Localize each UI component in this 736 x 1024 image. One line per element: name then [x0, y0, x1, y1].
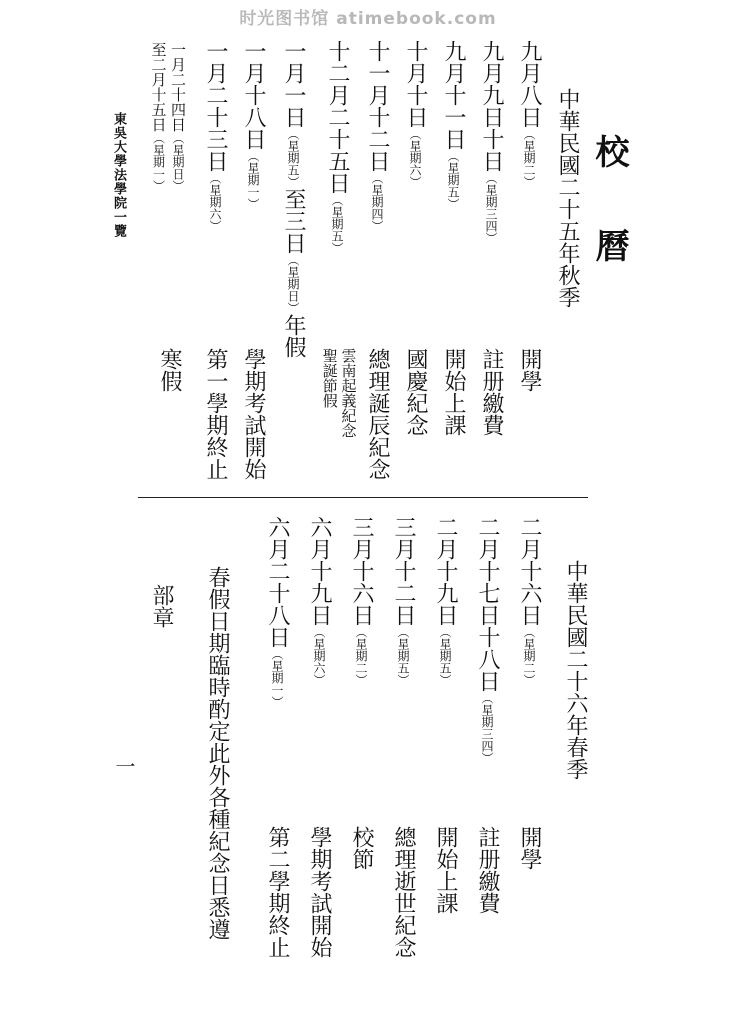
weekday: （星期六）: [312, 626, 326, 686]
event: 註册繳費: [475, 826, 500, 914]
event: 第一學期終止: [203, 348, 228, 480]
spring-heading: 中華民國二十六年春季: [563, 560, 588, 780]
event: 開學: [517, 348, 542, 392]
event-line: 雲南起義紀念: [339, 348, 358, 438]
date-suffix: 至三日: [281, 188, 306, 254]
weekday: （星期日）: [171, 132, 185, 192]
date: 一月一日: [281, 40, 306, 128]
weekday: （星期五）: [438, 626, 452, 686]
autumn-heading: 中華民國二十五年秋季: [555, 88, 580, 308]
page-number: 一: [112, 756, 136, 776]
date: 六月十九日: [307, 516, 332, 626]
weekday: （星期五）: [396, 626, 410, 686]
weekday: （星期一）: [246, 150, 260, 210]
footer-title: 東吳大學法學院一覽: [111, 112, 126, 238]
event: 第二學期終止: [265, 826, 290, 958]
date: 十月十日: [403, 40, 428, 128]
weekday: （星期三四）: [480, 692, 494, 764]
event: 年假: [281, 314, 306, 358]
watermark: 时光图书馆 atimebook.com: [239, 9, 497, 29]
date: 九月十一日: [441, 40, 466, 150]
date: 二月十六日: [517, 516, 542, 626]
date: 三月十六日: [349, 516, 374, 626]
event: [320, 348, 358, 438]
date: 六月二十八日: [265, 516, 290, 648]
date: 三月十二日: [391, 516, 416, 626]
event: 校節: [349, 826, 374, 870]
weekday: （星期五）: [446, 150, 460, 210]
date: 十二月二十五日: [325, 40, 350, 194]
date: 一月十八日: [241, 40, 266, 150]
date: 九月八日: [517, 40, 542, 128]
event: 開始上課: [433, 826, 458, 914]
weekday: （星期二）: [522, 128, 536, 188]
weekday: （星期六）: [408, 128, 422, 188]
event: 開學: [517, 826, 542, 870]
weekday: （星期五）: [286, 128, 300, 188]
weekday: （星期二）: [354, 626, 368, 686]
weekday: （星期一）: [151, 132, 166, 192]
event: 學期考試開始: [307, 826, 332, 958]
date: 二月十七日十八日: [475, 516, 500, 692]
weekday: （星期五）: [330, 194, 344, 254]
date: 一月二十四日: [169, 42, 187, 132]
page-title: 校曆: [589, 134, 629, 322]
event: 總理誕辰紀念: [365, 348, 390, 480]
date: 十一月十二日: [365, 40, 390, 172]
weekday: （星期一）: [270, 648, 284, 708]
date: 至二月十五日: [149, 42, 168, 132]
weekday: （星期二）: [522, 626, 536, 686]
event: 寒假: [157, 348, 182, 392]
section-divider: [138, 497, 588, 498]
event: 註册繳費: [479, 348, 504, 436]
event: 總理逝世紀念: [391, 826, 416, 958]
event: 學期考試開始: [241, 348, 266, 480]
date: 九月九日十日: [479, 40, 504, 172]
date: 二月十九日: [433, 516, 458, 626]
weekday: （星期四）: [370, 172, 384, 232]
weekday: （星期日）: [286, 254, 300, 314]
spring-note: 春假日期臨時酌定此外各種紀念日悉遵: [205, 566, 230, 940]
weekday: （星期六）: [208, 172, 222, 232]
event-line: 聖誕節假: [320, 348, 339, 408]
date: 一月二十三日: [203, 40, 228, 172]
spring-note-end: 部章: [149, 584, 174, 628]
event: 開始上課: [441, 348, 466, 436]
event: 國慶紀念: [403, 348, 428, 436]
weekday: （星期三四）: [484, 172, 498, 244]
